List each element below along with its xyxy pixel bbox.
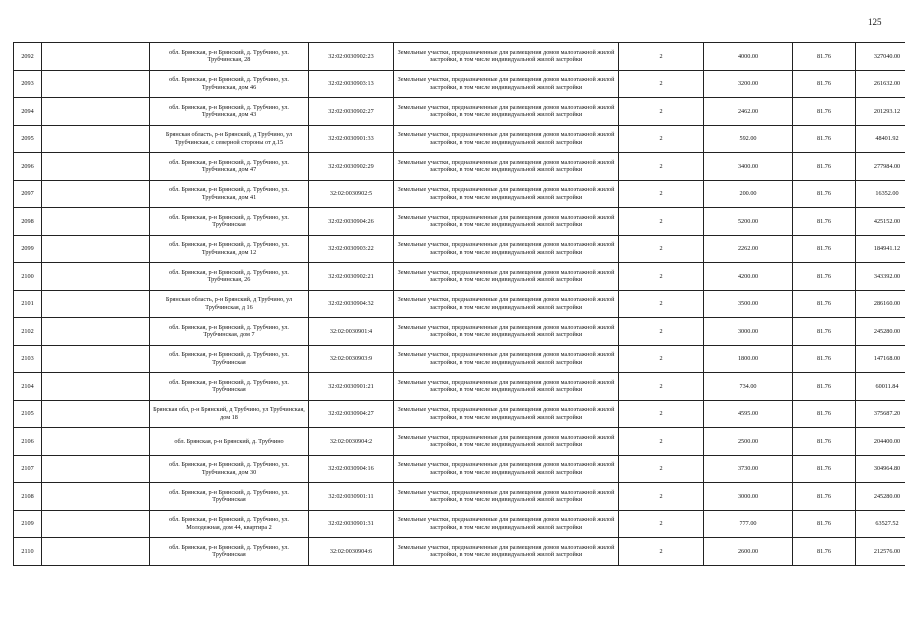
- cadastral-number: 32:02:0030901:31: [309, 510, 394, 538]
- record-number: 2098: [14, 208, 42, 236]
- record-number: 2101: [14, 290, 42, 318]
- record-number: 2107: [14, 455, 42, 483]
- category-cell: 2: [619, 263, 704, 291]
- record-number: 2102: [14, 318, 42, 346]
- rate-cell: 81.76: [793, 345, 856, 373]
- cadastral-value: 212576.00: [856, 538, 905, 566]
- blank-cell: [42, 510, 150, 538]
- cadastral-value: 245280.00: [856, 318, 905, 346]
- land-use-cell: Земельные участки, предназначенные для размещения домов малоэтажной жилой застройки, в том числе индивидуальной жилой застройки: [394, 235, 619, 263]
- address-cell: обл. Брянская, р-н Брянский, д. Трубчино, ул. Трубчинская: [150, 538, 309, 566]
- address-cell: Брянская обл, р-н Брянский, д Трубчино, ул Трубчинская, дом 18: [150, 400, 309, 428]
- address-cell: обл. Брянская, р-н Брянский, д. Трубчино, ул. Трубчинская, дом 46: [150, 70, 309, 98]
- table-row: [14, 455, 905, 483]
- rate-cell: 81.76: [793, 43, 856, 71]
- table-row: [14, 208, 905, 236]
- cadastral-value: 375687.20: [856, 400, 905, 428]
- land-use-cell: Земельные участки, предназначенные для размещения домов малоэтажной жилой застройки, в том числе индивидуальной жилой застройки: [394, 483, 619, 511]
- address-cell: обл. Брянская, р-н Брянский, д. Трубчино, ул. Трубчинская, дом 47: [150, 153, 309, 181]
- cadastral-number: 32:02:0030904:6: [309, 538, 394, 566]
- record-number: 2103: [14, 345, 42, 373]
- category-cell: 2: [619, 538, 704, 566]
- area-cell: 734.00: [704, 373, 793, 401]
- address-cell: обл. Брянская, р-н Брянский, д. Трубчино, ул. Трубчинская, дом 12: [150, 235, 309, 263]
- address-cell: обл. Брянская, р-н Брянский, д. Трубчино, ул. Молодежная, дом 44, квартира 2: [150, 510, 309, 538]
- record-number: 2093: [14, 70, 42, 98]
- cadastral-number: 32:02:0030903:22: [309, 235, 394, 263]
- cadastral-number: 32:02:0030902:21: [309, 263, 394, 291]
- area-cell: 3500.00: [704, 290, 793, 318]
- rate-cell: 81.76: [793, 98, 856, 126]
- cadastral-value: 327040.00: [856, 43, 905, 71]
- rate-cell: 81.76: [793, 510, 856, 538]
- rate-cell: 81.76: [793, 153, 856, 181]
- table-row: [14, 345, 905, 373]
- land-use-cell: Земельные участки, предназначенные для размещения домов малоэтажной жилой застройки, в том числе индивидуальной жилой застройки: [394, 153, 619, 181]
- rate-cell: 81.76: [793, 208, 856, 236]
- cadastral-value: 277984.00: [856, 153, 905, 181]
- blank-cell: [42, 43, 150, 71]
- rate-cell: 81.76: [793, 373, 856, 401]
- land-use-cell: Земельные участки, предназначенные для размещения домов малоэтажной жилой застройки, в том числе индивидуальной жилой застройки: [394, 455, 619, 483]
- record-number: 2095: [14, 125, 42, 153]
- category-cell: 2: [619, 345, 704, 373]
- area-cell: 2600.00: [704, 538, 793, 566]
- cadastral-number: 32:02:0030901:4: [309, 318, 394, 346]
- land-use-cell: Земельные участки, предназначенные для размещения домов малоэтажной жилой застройки, в том числе индивидуальной жилой застройки: [394, 318, 619, 346]
- blank-cell: [42, 290, 150, 318]
- area-cell: 4000.00: [704, 43, 793, 71]
- page-number: 125: [868, 17, 882, 27]
- land-use-cell: Земельные участки, предназначенные для размещения домов малоэтажной жилой застройки, в том числе индивидуальной жилой застройки: [394, 70, 619, 98]
- table-row: [14, 290, 905, 318]
- record-number: 2099: [14, 235, 42, 263]
- cadastral-value: 147168.00: [856, 345, 905, 373]
- cadastral-number: 32:02:0030904:32: [309, 290, 394, 318]
- category-cell: 2: [619, 180, 704, 208]
- land-use-cell: Земельные участки, предназначенные для размещения домов малоэтажной жилой застройки, в том числе индивидуальной жилой застройки: [394, 43, 619, 71]
- land-use-cell: Земельные участки, предназначенные для размещения домов малоэтажной жилой застройки, в том числе индивидуальной жилой застройки: [394, 180, 619, 208]
- category-cell: 2: [619, 43, 704, 71]
- land-use-cell: Земельные участки, предназначенные для размещения домов малоэтажной жилой застройки, в том числе индивидуальной жилой застройки: [394, 510, 619, 538]
- area-cell: 5200.00: [704, 208, 793, 236]
- blank-cell: [42, 428, 150, 456]
- land-registry-table: [13, 42, 905, 566]
- record-number: 2092: [14, 43, 42, 71]
- cadastral-number: 32:02:0030902:27: [309, 98, 394, 126]
- table-row: [14, 538, 905, 566]
- registry-body: [14, 43, 905, 566]
- address-cell: обл. Брянская, р-н Брянский, д. Трубчино, ул. Трубчинская: [150, 208, 309, 236]
- address-cell: обл. Брянская, р-н Брянский, д. Трубчино: [150, 428, 309, 456]
- blank-cell: [42, 70, 150, 98]
- cadastral-number: 32:02:0030903:9: [309, 345, 394, 373]
- land-use-cell: Земельные участки, предназначенные для размещения домов малоэтажной жилой застройки, в том числе индивидуальной жилой застройки: [394, 98, 619, 126]
- area-cell: 2262.00: [704, 235, 793, 263]
- blank-cell: [42, 235, 150, 263]
- table-row: [14, 98, 905, 126]
- land-use-cell: Земельные участки, предназначенные для размещения домов малоэтажной жилой застройки, в том числе индивидуальной жилой застройки: [394, 428, 619, 456]
- rate-cell: 81.76: [793, 290, 856, 318]
- blank-cell: [42, 373, 150, 401]
- table-row: [14, 235, 905, 263]
- area-cell: 3400.00: [704, 153, 793, 181]
- record-number: 2097: [14, 180, 42, 208]
- table-row: [14, 153, 905, 181]
- rate-cell: 81.76: [793, 428, 856, 456]
- rate-cell: 81.76: [793, 483, 856, 511]
- cadastral-number: 32:02:0030904:2: [309, 428, 394, 456]
- table-row: [14, 400, 905, 428]
- cadastral-number: 32:02:0030903:13: [309, 70, 394, 98]
- cadastral-number: 32:02:0030901:33: [309, 125, 394, 153]
- area-cell: 3730.00: [704, 455, 793, 483]
- category-cell: 2: [619, 70, 704, 98]
- address-cell: обл. Брянская, р-н Брянский, д. Трубчино, ул. Трубчинская, дом 41: [150, 180, 309, 208]
- land-use-cell: Земельные участки, предназначенные для размещения домов малоэтажной жилой застройки, в том числе индивидуальной жилой застройки: [394, 345, 619, 373]
- area-cell: 4595.00: [704, 400, 793, 428]
- cadastral-value: 204400.00: [856, 428, 905, 456]
- rate-cell: 81.76: [793, 235, 856, 263]
- area-cell: 592.00: [704, 125, 793, 153]
- blank-cell: [42, 125, 150, 153]
- area-cell: 3200.00: [704, 70, 793, 98]
- cadastral-number: 32:02:0030901:21: [309, 373, 394, 401]
- blank-cell: [42, 400, 150, 428]
- address-cell: обл. Брянская, р-н Брянский, д. Трубчино, ул. Трубчинская, дом 43: [150, 98, 309, 126]
- record-number: 2106: [14, 428, 42, 456]
- cadastral-value: 286160.00: [856, 290, 905, 318]
- land-use-cell: Земельные участки, предназначенные для размещения домов малоэтажной жилой застройки, в том числе индивидуальной жилой застройки: [394, 208, 619, 236]
- category-cell: 2: [619, 125, 704, 153]
- table-row: [14, 510, 905, 538]
- category-cell: 2: [619, 208, 704, 236]
- rate-cell: 81.76: [793, 400, 856, 428]
- category-cell: 2: [619, 400, 704, 428]
- record-number: 2109: [14, 510, 42, 538]
- cadastral-value: 425152.00: [856, 208, 905, 236]
- area-cell: 2500.00: [704, 428, 793, 456]
- address-cell: обл. Брянская, р-н Брянский, д. Трубчино, ул. Трубчинская, дом 7: [150, 318, 309, 346]
- cadastral-value: 304964.80: [856, 455, 905, 483]
- cadastral-value: 245280.00: [856, 483, 905, 511]
- record-number: 2110: [14, 538, 42, 566]
- table-row: [14, 125, 905, 153]
- rate-cell: 81.76: [793, 318, 856, 346]
- table-row: [14, 318, 905, 346]
- blank-cell: [42, 263, 150, 291]
- cadastral-value: 184941.12: [856, 235, 905, 263]
- record-number: 2105: [14, 400, 42, 428]
- record-number: 2096: [14, 153, 42, 181]
- blank-cell: [42, 538, 150, 566]
- blank-cell: [42, 318, 150, 346]
- rate-cell: 81.76: [793, 125, 856, 153]
- rate-cell: 81.76: [793, 70, 856, 98]
- table-row: [14, 483, 905, 511]
- record-number: 2108: [14, 483, 42, 511]
- table-row: [14, 43, 905, 71]
- address-cell: обл. Брянская, р-н Брянский, д. Трубчино, ул. Трубчинская, 28: [150, 43, 309, 71]
- cadastral-value: 261632.00: [856, 70, 905, 98]
- land-use-cell: Земельные участки, предназначенные для размещения домов малоэтажной жилой застройки, в том числе индивидуальной жилой застройки: [394, 125, 619, 153]
- address-cell: обл. Брянская, р-н Брянский, д. Трубчино, ул. Трубчинская: [150, 345, 309, 373]
- area-cell: 777.00: [704, 510, 793, 538]
- record-number: 2100: [14, 263, 42, 291]
- rate-cell: 81.76: [793, 180, 856, 208]
- land-use-cell: Земельные участки, предназначенные для размещения домов малоэтажной жилой застройки, в том числе индивидуальной жилой застройки: [394, 290, 619, 318]
- land-use-cell: Земельные участки, предназначенные для размещения домов малоэтажной жилой застройки, в том числе индивидуальной жилой застройки: [394, 538, 619, 566]
- area-cell: 2462.00: [704, 98, 793, 126]
- category-cell: 2: [619, 318, 704, 346]
- cadastral-number: 32:02:0030904:26: [309, 208, 394, 236]
- category-cell: 2: [619, 373, 704, 401]
- category-cell: 2: [619, 235, 704, 263]
- table-row: [14, 180, 905, 208]
- cadastral-value: 16352.00: [856, 180, 905, 208]
- category-cell: 2: [619, 510, 704, 538]
- table-row: [14, 428, 905, 456]
- category-cell: 2: [619, 428, 704, 456]
- table-row: [14, 373, 905, 401]
- address-cell: Брянская область, р-н Брянский, д Трубчино, ул Трубчинская, с северной стороны от д.15: [150, 125, 309, 153]
- area-cell: 3000.00: [704, 483, 793, 511]
- area-cell: 200.00: [704, 180, 793, 208]
- record-number: 2094: [14, 98, 42, 126]
- address-cell: обл. Брянская, р-н Брянский, д. Трубчино, ул. Трубчинская, дом 30: [150, 455, 309, 483]
- cadastral-value: 48401.92: [856, 125, 905, 153]
- cadastral-value: 343392.00: [856, 263, 905, 291]
- blank-cell: [42, 98, 150, 126]
- table-row: [14, 70, 905, 98]
- category-cell: 2: [619, 153, 704, 181]
- address-cell: обл. Брянская, р-н Брянский, д. Трубчино, ул. Трубчинская: [150, 373, 309, 401]
- blank-cell: [42, 345, 150, 373]
- cadastral-value: 63527.52: [856, 510, 905, 538]
- cadastral-number: 32:02:0030902:29: [309, 153, 394, 181]
- cadastral-number: 32:02:0030904:16: [309, 455, 394, 483]
- category-cell: 2: [619, 290, 704, 318]
- cadastral-value: 60011.84: [856, 373, 905, 401]
- category-cell: 2: [619, 483, 704, 511]
- address-cell: обл. Брянская, р-н Брянский, д. Трубчино, ул. Трубчинская: [150, 483, 309, 511]
- land-use-cell: Земельные участки, предназначенные для размещения домов малоэтажной жилой застройки, в том числе индивидуальной жилой застройки: [394, 400, 619, 428]
- area-cell: 4200.00: [704, 263, 793, 291]
- table-row: [14, 263, 905, 291]
- address-cell: обл. Брянская, р-н Брянский, д. Трубчино, ул. Трубчинская, 26: [150, 263, 309, 291]
- category-cell: 2: [619, 98, 704, 126]
- cadastral-number: 32:02:0030902:5: [309, 180, 394, 208]
- cadastral-number: 32:02:0030902:23: [309, 43, 394, 71]
- record-number: 2104: [14, 373, 42, 401]
- cadastral-value: 201293.12: [856, 98, 905, 126]
- category-cell: 2: [619, 455, 704, 483]
- address-cell: Брянская область, р-н Брянский, д Трубчино, ул Трубчинская, д 16: [150, 290, 309, 318]
- area-cell: 3000.00: [704, 318, 793, 346]
- rate-cell: 81.76: [793, 455, 856, 483]
- area-cell: 1800.00: [704, 345, 793, 373]
- blank-cell: [42, 180, 150, 208]
- blank-cell: [42, 455, 150, 483]
- cadastral-number: 32:02:0030901:11: [309, 483, 394, 511]
- rate-cell: 81.76: [793, 538, 856, 566]
- cadastral-number: 32:02:0030904:27: [309, 400, 394, 428]
- rate-cell: 81.76: [793, 263, 856, 291]
- blank-cell: [42, 483, 150, 511]
- land-use-cell: Земельные участки, предназначенные для размещения домов малоэтажной жилой застройки, в том числе индивидуальной жилой застройки: [394, 263, 619, 291]
- blank-cell: [42, 208, 150, 236]
- land-use-cell: Земельные участки, предназначенные для размещения домов малоэтажной жилой застройки, в том числе индивидуальной жилой застройки: [394, 373, 619, 401]
- blank-cell: [42, 153, 150, 181]
